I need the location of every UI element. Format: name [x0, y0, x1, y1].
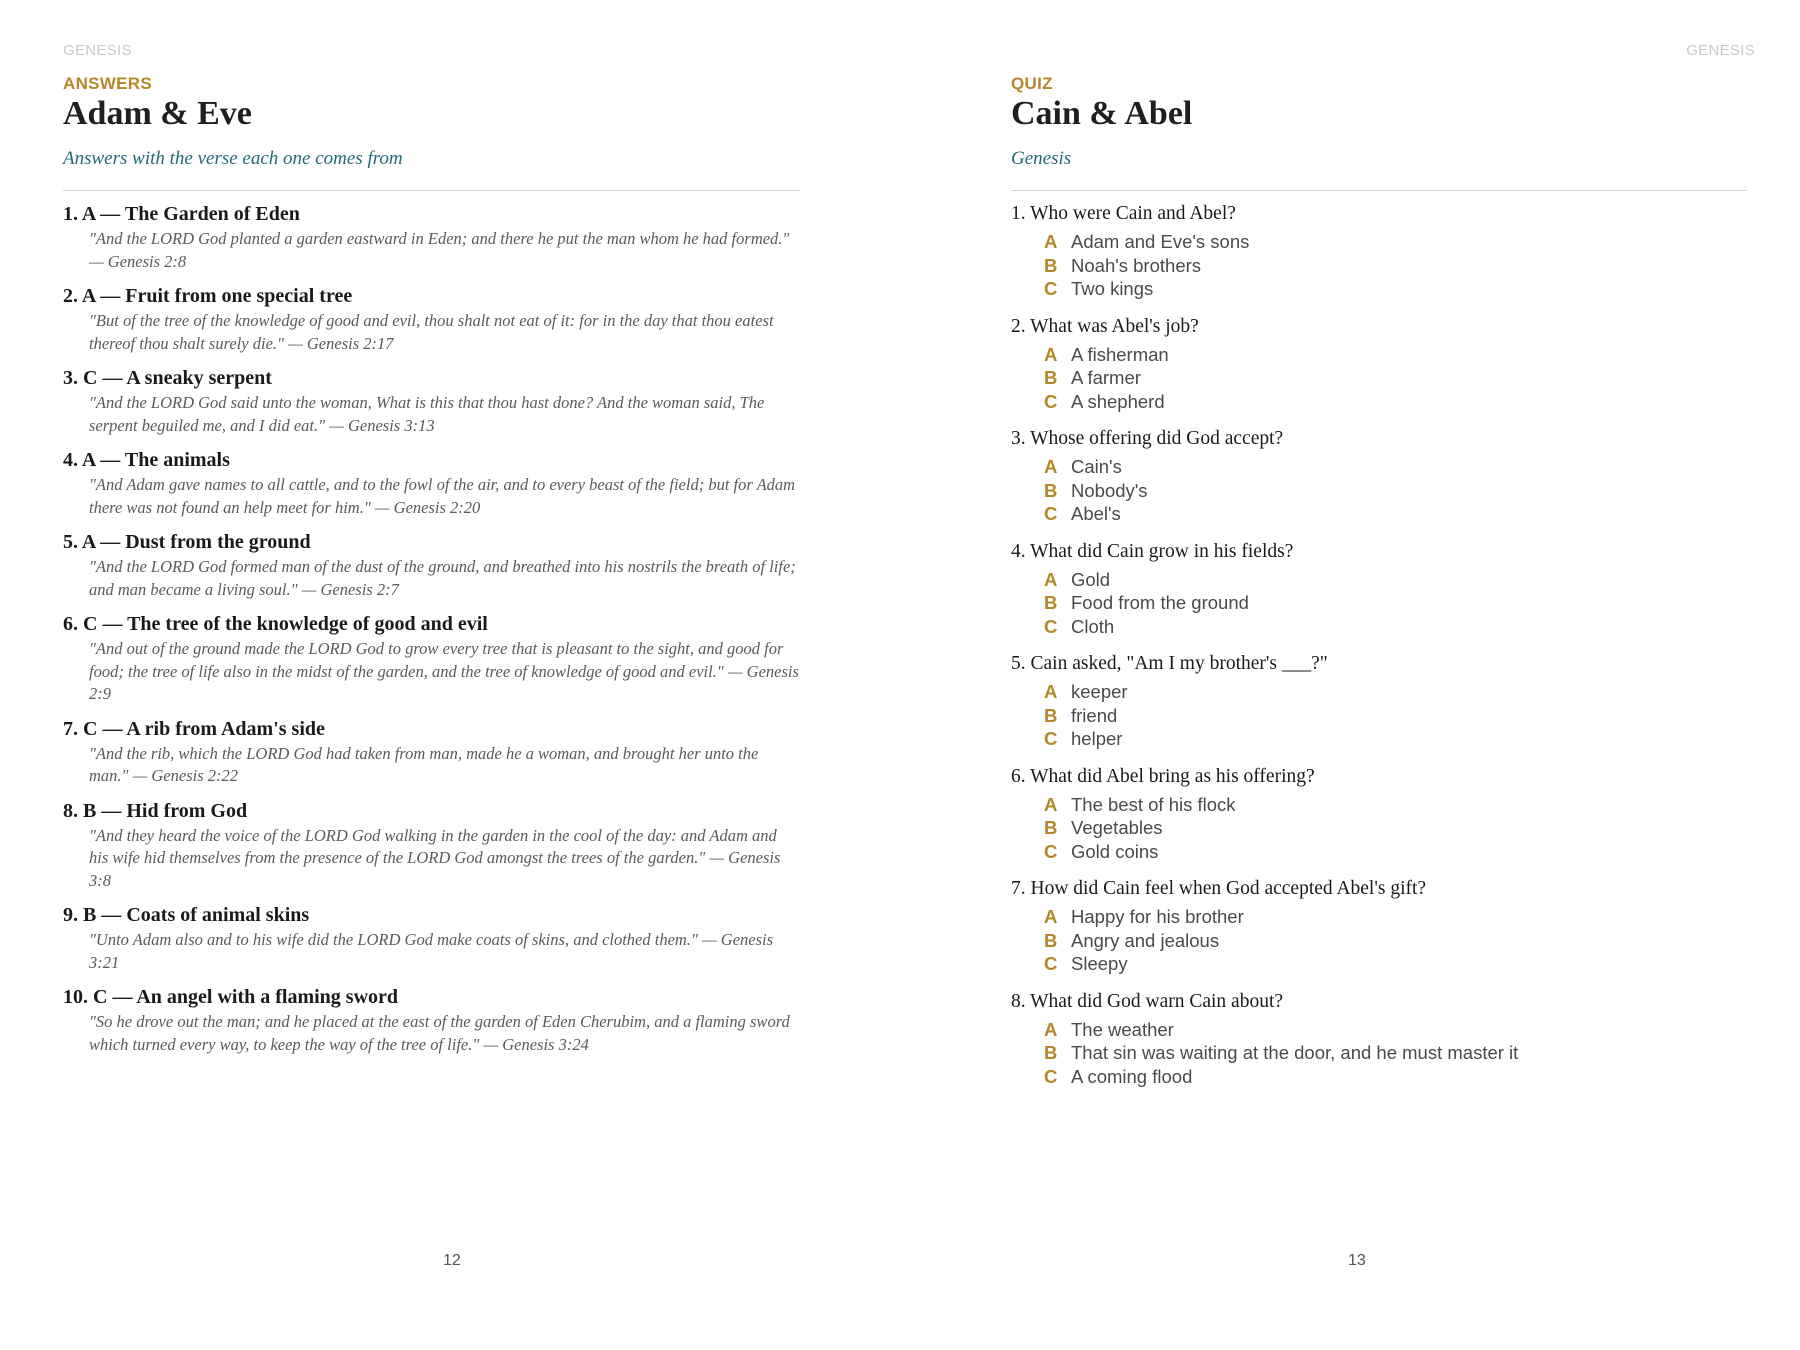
- page-subtitle: Answers with the verse each one comes from: [63, 148, 403, 169]
- answer-item: [63, 283, 800, 355]
- option-text: A coming flood: [1071, 1065, 1193, 1087]
- answer-list: [63, 201, 800, 1056]
- option-letter: A: [1044, 793, 1058, 815]
- answer-item: [63, 365, 800, 437]
- verse-quote: "And out of the ground made the LORD God to grow every tree that is pleasant to the sight, and good for food; the tree of life also in the midst of the garden, and the tree of knowledge of good and evil." — Genesis 2:9: [89, 639, 799, 703]
- option-letter: A: [1044, 456, 1058, 477]
- option-text: Sleepy: [1071, 953, 1128, 974]
- option-text: That sin was waiting at the door, and he must master it: [1071, 1042, 1519, 1063]
- question-text: 7. How did Cain feel when God accepted Abel's gift?: [1011, 878, 1427, 899]
- answer-option: [1044, 366, 1747, 390]
- option-letter: A: [1044, 231, 1058, 252]
- question-text: 8. What did God warn Cain about?: [1011, 990, 1284, 1012]
- question-text: 1. Who were Cain and Abel?: [1011, 203, 1236, 224]
- verse-quote: "And the LORD God said unto the woman, What is this that thou hast done? And the woman said, The serpent beguiled me, and I did eat." — Genesis 3:13: [89, 393, 765, 435]
- question-item: [1011, 314, 1747, 414]
- option-letter: C: [1044, 278, 1058, 299]
- page-subtitle: Genesis: [1011, 148, 1072, 169]
- answer-heading: 4. A — The animals: [63, 449, 230, 471]
- option-text: Nobody's: [1071, 479, 1148, 501]
- option-list: [1044, 568, 1747, 639]
- option-list: [1044, 455, 1747, 526]
- answer-option: [1044, 343, 1747, 367]
- option-list: [1044, 343, 1747, 414]
- question-item: [1011, 764, 1747, 864]
- answer-option: [1044, 704, 1747, 728]
- option-text: Cain's: [1071, 456, 1122, 477]
- answers-section: [63, 74, 800, 1066]
- option-letter: C: [1044, 390, 1058, 412]
- verse-quote: "And they heard the voice of the LORD God walking in the garden in the cool of the day: and Adam and his wife hid themselves from the presence of the LORD God amongst the trees of the garden." — Genesis 3:8: [89, 825, 781, 890]
- answer-option: [1044, 929, 1747, 953]
- answer-option: [1044, 680, 1747, 704]
- option-text: Noah's brothers: [1071, 254, 1202, 276]
- answer-heading: 3. C — A sneaky serpent: [63, 367, 272, 389]
- answer-option: [1044, 455, 1747, 479]
- option-text: The weather: [1071, 1018, 1174, 1040]
- section-kicker: ANSWERS: [63, 74, 152, 93]
- question-item: [1011, 989, 1747, 1089]
- answer-option: [1044, 254, 1747, 278]
- answer-option: [1044, 905, 1747, 929]
- question-text: 5. Cain asked, "Am I my brother's ___?": [1011, 653, 1328, 674]
- answer-item: [63, 611, 800, 706]
- question-list: [1011, 201, 1747, 1088]
- option-text: Vegetables: [1071, 817, 1163, 838]
- option-letter: C: [1044, 615, 1058, 637]
- option-list: [1044, 905, 1747, 976]
- option-letter: A: [1044, 906, 1058, 927]
- answer-option: [1044, 615, 1747, 639]
- question-item: [1011, 876, 1747, 976]
- option-text: Abel's: [1071, 503, 1121, 524]
- option-text: Gold: [1071, 568, 1111, 590]
- answer-option: [1044, 568, 1747, 592]
- answer-option: [1044, 1065, 1747, 1089]
- option-letter: B: [1044, 254, 1058, 276]
- option-text: A fisherman: [1071, 343, 1169, 365]
- question-item: [1011, 539, 1747, 639]
- answer-item: [63, 716, 800, 788]
- option-text: The best of his flock: [1071, 793, 1236, 815]
- option-text: keeper: [1071, 681, 1128, 702]
- option-letter: B: [1044, 704, 1058, 726]
- answer-option: [1044, 727, 1747, 751]
- option-text: Gold coins: [1071, 840, 1159, 862]
- option-letter: B: [1044, 929, 1058, 951]
- answer-option: [1044, 1041, 1747, 1065]
- option-letter: C: [1044, 840, 1058, 862]
- option-letter: C: [1044, 728, 1058, 749]
- verse-quote: "So he drove out the man; and he placed at the east of the garden of Eden Cherubim, and a flaming sword which turned every way, to keep the way of the tree of life." — Genesis 3:24: [89, 1012, 790, 1054]
- answer-option: [1044, 591, 1747, 615]
- answer-option: [1044, 277, 1747, 301]
- answer-option: [1044, 952, 1747, 976]
- page-number: 13: [1348, 1252, 1366, 1269]
- answer-heading: 10. C — An angel with a flaming sword: [63, 986, 399, 1008]
- question-text: 2. What was Abel's job?: [1011, 315, 1199, 337]
- option-letter: B: [1044, 1042, 1058, 1063]
- question-text: 6. What did Abel bring as his offering?: [1011, 765, 1315, 787]
- option-letter: A: [1044, 343, 1058, 365]
- option-letter: C: [1044, 1065, 1058, 1087]
- verse-quote: "And the LORD God planted a garden eastward in Eden; and there he put the man whom he had formed." — Genesis 2:8: [89, 229, 790, 271]
- answer-option: [1044, 502, 1747, 526]
- option-text: Food from the ground: [1071, 592, 1249, 613]
- answer-option: [1044, 479, 1747, 503]
- divider: [63, 190, 800, 191]
- verse-quote: "And the rib, which the LORD God had taken from man, made he a woman, and brought her unto the man." — Genesis 2:22: [89, 743, 759, 785]
- answer-option: [1044, 840, 1747, 864]
- option-text: helper: [1071, 728, 1123, 749]
- section-kicker: QUIZ: [1011, 74, 1053, 93]
- option-text: Happy for his brother: [1071, 906, 1244, 927]
- answer-option: [1044, 816, 1747, 840]
- question-item: [1011, 651, 1747, 751]
- option-text: A farmer: [1071, 367, 1141, 388]
- answer-item: [63, 529, 800, 601]
- page-number: 12: [443, 1252, 461, 1269]
- option-list: [1044, 1018, 1747, 1089]
- answer-item: [63, 984, 800, 1056]
- option-letter: B: [1044, 479, 1058, 501]
- question-item: [1011, 201, 1747, 301]
- answer-heading: 2. A — Fruit from one special tree: [63, 285, 353, 307]
- answer-item: [63, 447, 800, 519]
- verse-quote: "And the LORD God formed man of the dust of the ground, and breathed into his nostrils the breath of life; and man became a living soul." — Genesis 2:7: [89, 557, 796, 599]
- option-letter: A: [1044, 681, 1058, 702]
- answer-heading: 8. B — Hid from God: [63, 799, 248, 822]
- option-text: Cloth: [1071, 615, 1115, 637]
- question-text: 4. What did Cain grow in his fields?: [1011, 540, 1294, 562]
- right-page: [900, 0, 1800, 1350]
- option-list: [1044, 680, 1747, 751]
- option-letter: B: [1044, 367, 1058, 388]
- option-text: Angry and jealous: [1071, 929, 1220, 951]
- option-text: Two kings: [1071, 278, 1154, 299]
- option-text: A shepherd: [1071, 390, 1165, 412]
- answer-option: [1044, 793, 1747, 817]
- page-title: Cain & Abel: [1011, 95, 1193, 132]
- option-letter: B: [1044, 817, 1058, 838]
- divider: [1011, 190, 1747, 191]
- question-text: 3. Whose offering did God accept?: [1011, 428, 1284, 449]
- answer-item: [63, 201, 800, 273]
- quiz-section: [1011, 74, 1747, 1101]
- option-letter: C: [1044, 953, 1058, 974]
- verse-quote: "And Adam gave names to all cattle, and to the fowl of the air, and to every beast of the field; but for Adam there was not found an help meet for him." — Genesis 2:20: [89, 475, 796, 517]
- answer-option: [1044, 230, 1747, 254]
- answer-item: [63, 902, 800, 974]
- answer-option: [1044, 390, 1747, 414]
- answer-heading: 5. A — Dust from the ground: [63, 531, 311, 553]
- answer-heading: 7. C — A rib from Adam's side: [63, 717, 325, 740]
- answer-heading: 9. B — Coats of animal skins: [63, 904, 310, 926]
- verse-quote: "Unto Adam also and to his wife did the LORD God make coats of skins, and clothed them." — Genesis 3:21: [89, 930, 774, 972]
- option-letter: B: [1044, 592, 1058, 613]
- answer-option: [1044, 1018, 1747, 1042]
- option-text: Adam and Eve's sons: [1071, 231, 1250, 252]
- option-letter: A: [1044, 568, 1058, 590]
- option-letter: A: [1044, 1018, 1058, 1040]
- running-head: GENESIS: [63, 42, 132, 59]
- running-head: GENESIS: [1686, 42, 1755, 59]
- page-title: Adam & Eve: [63, 95, 252, 132]
- option-letter: C: [1044, 503, 1058, 524]
- verse-quote: "But of the tree of the knowledge of good and evil, thou shalt not eat of it: for in the day that thou eatest thereof thou shalt surely die." — Genesis 2:17: [89, 311, 774, 353]
- answer-heading: 6. C — The tree of the knowledge of good and evil: [63, 613, 488, 635]
- option-text: friend: [1071, 704, 1118, 726]
- option-list: [1044, 793, 1747, 864]
- option-list: [1044, 230, 1747, 301]
- answer-item: [63, 798, 800, 893]
- answer-heading: 1. A — The Garden of Eden: [63, 203, 300, 225]
- question-item: [1011, 426, 1747, 526]
